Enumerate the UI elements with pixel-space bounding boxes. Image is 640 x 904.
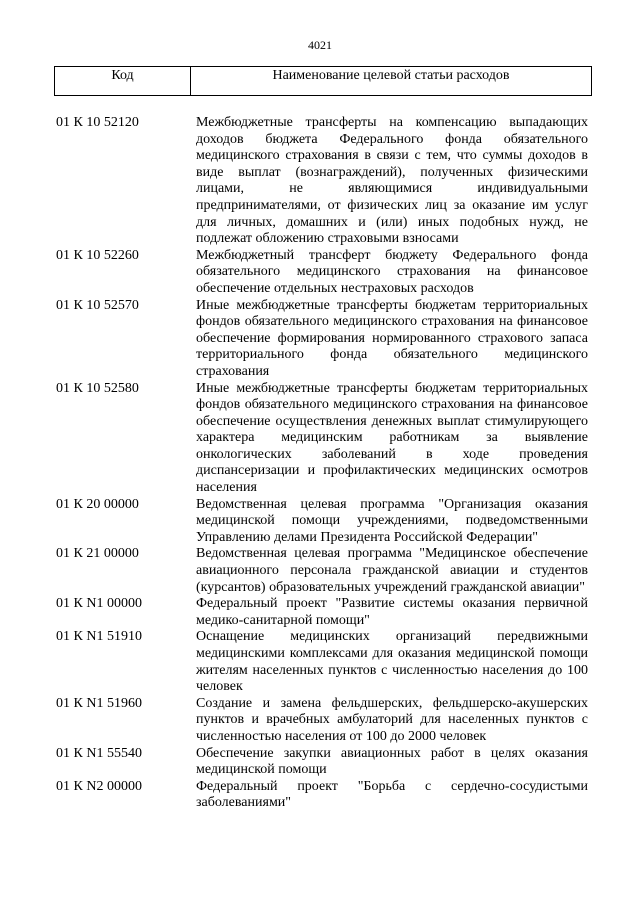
row-code: 01 К 10 52570 (56, 297, 139, 313)
column-header-name: Наименование целевой статьи расходов (272, 68, 510, 83)
row-code: 01 К 21 00000 (56, 546, 139, 562)
table-row (56, 596, 588, 629)
table-body (56, 115, 588, 812)
row-code: 01 К 10 52580 (56, 380, 139, 396)
row-code: 01 К N1 00000 (56, 596, 142, 612)
column-header-code: Код (55, 67, 191, 95)
table-row (56, 546, 588, 596)
row-code: 01 К 20 00000 (56, 496, 139, 512)
row-code: 01 К 10 52260 (56, 247, 139, 263)
row-name: Межбюджетный трансферт бюджету Федерального фонда обязательного медицинского страхования на финансовое обеспечение отдельных нестраховых расходов (196, 247, 588, 296)
row-code: 01 К N1 55540 (56, 745, 142, 761)
table-header (54, 66, 592, 96)
row-name: Оснащение медицинских организаций передвижными медицинскими комплексами для оказания медицинской помощи жителям населенных пунктов с численностью населения до 100 человек (196, 629, 588, 695)
row-name: Межбюджетные трансферты на компенсацию выпадающих доходов бюджета Федерального фонда обязательного медицинского страхования в связи с тем, что суммы доходов в виде выплат (вознаграждений), полученных физическими лицами, не являющимися индивидуальными предпринимателями, от физических лиц за оказание им услуг для личных, домашних и (или) иных подобных нужд, не подлежат обложению страховыми взносами (196, 115, 588, 247)
row-code: 01 К 10 52120 (56, 115, 139, 130)
table-row (56, 779, 588, 812)
row-code: 01 К N1 51960 (56, 695, 142, 711)
table-row (56, 248, 588, 298)
row-code: 01 К N2 00000 (56, 778, 142, 794)
table-row (56, 696, 588, 746)
row-name: Создание и замена фельдшерских, фельдшерско-акушерских пунктов и врачебных амбулаторий для населенных пунктов с численностью населения от 100 до 2000 человек (196, 695, 588, 744)
page-number: 4021 (308, 38, 332, 52)
row-name: Обеспечение закупки авиационных работ в целях оказания медицинской помощи (196, 745, 588, 778)
table-row (56, 115, 588, 248)
table-row (56, 497, 588, 547)
table-row (56, 629, 588, 695)
row-name: Федеральный проект "Борьба с сердечно-сосудистыми заболеваниями" (196, 778, 588, 811)
table-row (56, 746, 588, 779)
row-name: Ведомственная целевая программа "Медицинское обеспечение авиационного персонала гражданской авиации и студентов (курсантов) образовательных учреждений гражданской авиации" (196, 546, 588, 595)
table-row (56, 381, 588, 497)
row-name: Иные межбюджетные трансферты бюджетам территориальных фондов обязательного медицинского страхования на финансовое обеспечение осуществления денежных выплат стимулирующего характера медицинским работникам за выявление онкологических заболеваний в ходе проведения диспансеризации и профилактических медицинских осмотров населения (196, 380, 588, 496)
row-code: 01 К N1 51910 (56, 629, 142, 645)
table-row (56, 298, 588, 381)
row-name: Ведомственная целевая программа "Организация оказания медицинской помощи учреждениями, подведомственными Управлению делами Президента Российской Федерации" (196, 496, 588, 545)
row-name: Иные межбюджетные трансферты бюджетам территориальных фондов обязательного медицинского страхования на финансовое обеспечение формирования нормированного страхового запаса территориального фонда обязательного медицинского страхования (196, 297, 588, 379)
row-name: Федеральный проект "Развитие системы оказания первичной медико-санитарной помощи" (196, 596, 588, 628)
